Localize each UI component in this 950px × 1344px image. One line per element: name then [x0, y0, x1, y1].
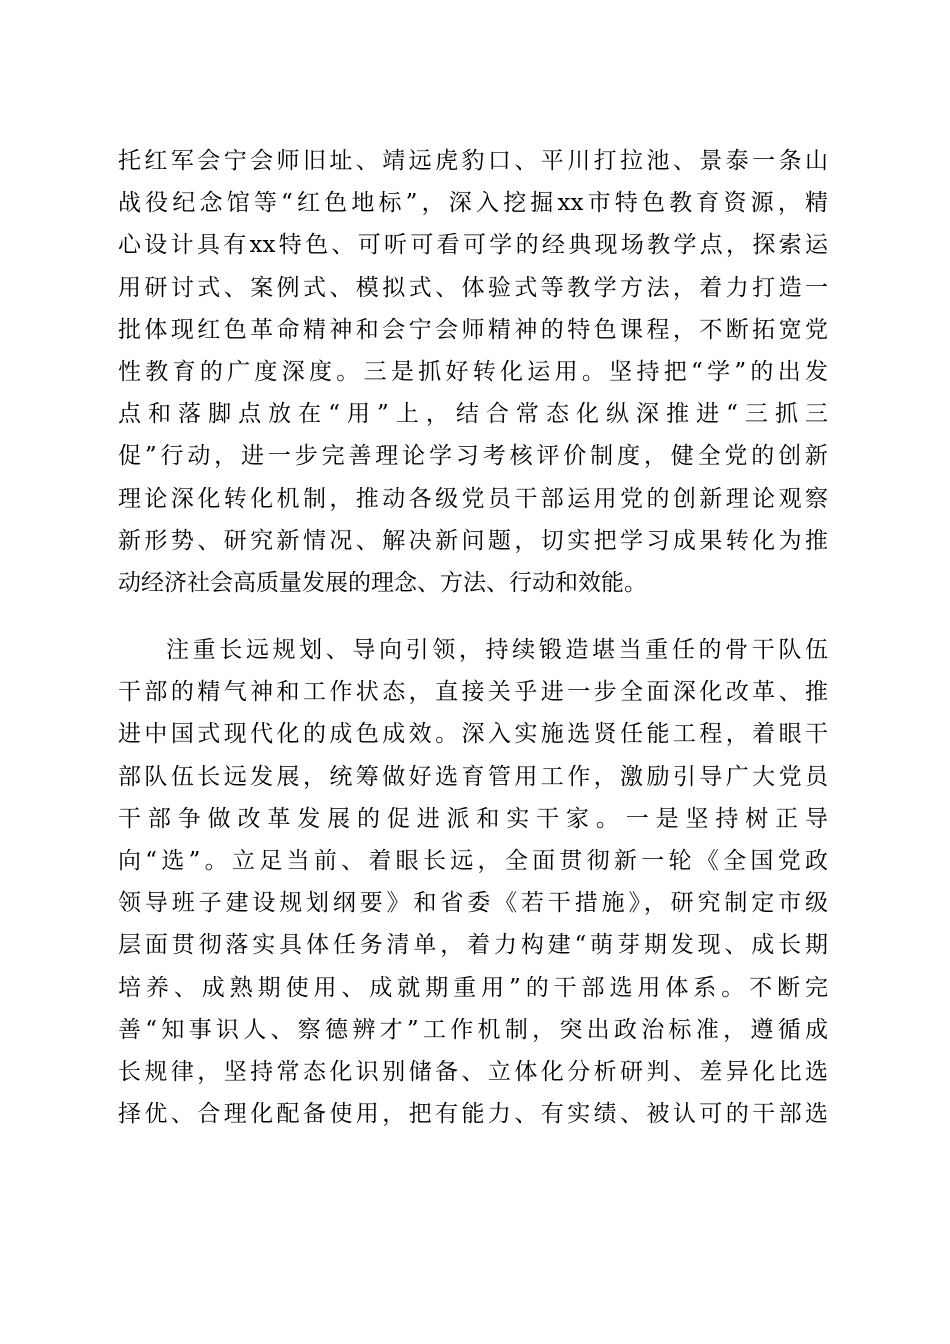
text-line: 心设计具有xx特色、可听可看可学的经典现场教学点，探索运 [118, 232, 828, 259]
text-line: 性教育的广度深度。三是抓好转化运用。坚持把“学”的出发 [118, 358, 828, 385]
paragraph-1 [118, 140, 828, 604]
text-line: 托红军会宁会师旧址、靖远虎豹口、平川打拉池、景泰一条山 [118, 148, 828, 174]
text-line: 批体现红色革命精神和会宁会师精神的特色课程，不断拓宽党 [118, 316, 828, 343]
text-line: 向“选”。立足当前、着眼长远，全面贯彻新一轮《全国党政 [118, 847, 828, 874]
text-line: 战役纪念馆等“红色地标”，深入挖掘xx市特色教育资源，精 [118, 190, 828, 217]
text-line: 领导班子建设规划纲要》和省委《若干措施》，研究制定市级 [118, 890, 828, 917]
text-line: 部队伍长远发展，统筹做好选育管用工作，激励引导广大党员 [118, 763, 828, 790]
text-line: 善“知事识人、察德辨才”工作机制，突出政治标准，遵循成 [118, 1016, 828, 1043]
paragraph-2 [118, 629, 828, 1135]
text-line: 干部的精气神和工作状态，直接关乎进一步全面深化改革、推 [118, 679, 828, 706]
text-line: 进中国式现代化的成色成效。深入实施选贤任能工程，着眼干 [118, 721, 828, 748]
text-line: 点和落脚点放在“用”上，结合常态化纵深推进“三抓三 [118, 401, 828, 428]
text-line: 层面贯彻落实具体任务清单，着力构建“萌芽期发现、成长期 [118, 932, 828, 959]
text-line: 新形势、研究新情况、解决新问题，切实把学习成果转化为推 [118, 527, 828, 554]
text-line: 注重长远规划、导向引领，持续锻造堪当重任的骨干队伍 [166, 637, 828, 663]
text-line: 用研讨式、案例式、模拟式、体验式等教学方法，着力打造一 [118, 274, 828, 301]
text-line: 择优、合理化配备使用，把有能力、有实绩、被认可的干部选 [118, 1101, 828, 1128]
text-line: 干部争做改革发展的促进派和实干家。一是坚持树正导 [118, 805, 828, 832]
text-line: 理论深化转化机制，推动各级党员干部运用党的创新理论观察 [118, 485, 828, 512]
text-line: 动经济社会高质量发展的理念、方法、行动和效能。 [118, 569, 647, 596]
text-line: 长规律，坚持常态化识别储备、立体化分析研判、差异化比选 [118, 1058, 828, 1085]
text-line: 培养、成熟期使用、成就期重用”的干部选用体系。不断完 [118, 974, 828, 1001]
text-line: 促”行动，进一步完善理论学习考核评价制度，健全党的创新 [118, 443, 828, 470]
